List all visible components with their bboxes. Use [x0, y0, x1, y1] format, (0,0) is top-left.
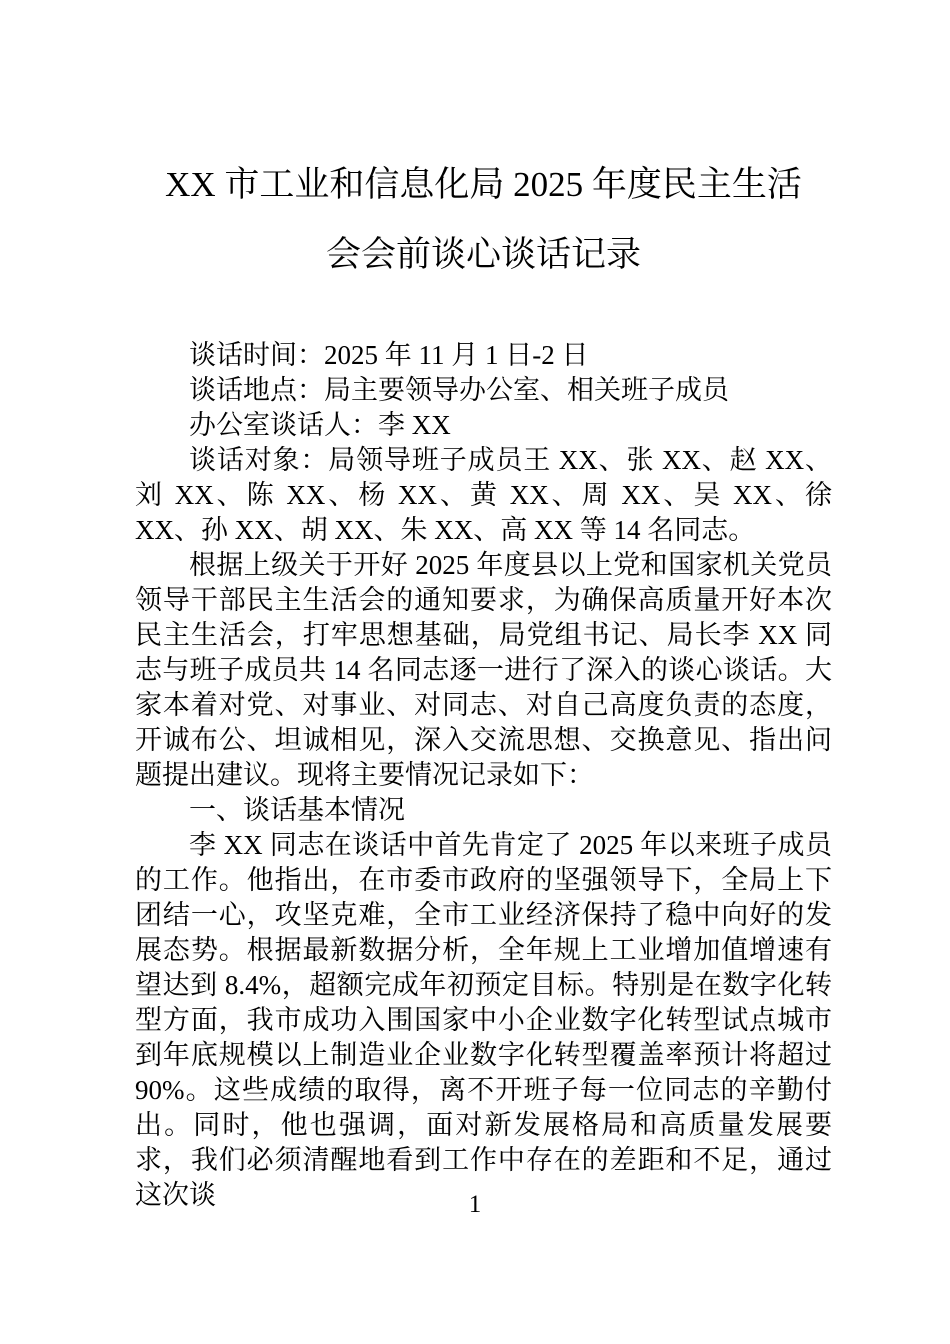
- title-line-2: 会会前谈心谈话记录: [325, 235, 641, 274]
- document-body: [135, 338, 832, 1213]
- paragraph-talk-targets: 谈话对象：局领导班子成员王 XX、张 XX、赵 XX、刘 XX、陈 XX、杨 XX、黄 XX、周 XX、吴 XX、徐 XX、孙 XX、胡 XX、朱 XX、高 XX 等 14 名同志。: [135, 445, 832, 545]
- paragraph-talk-host: 办公室谈话人：李 XX: [189, 410, 451, 440]
- document-title: [135, 150, 832, 290]
- paragraph-section-one-content: 李 XX 同志在谈话中首先肯定了 2025 年以来班子成员的工作。他指出，在市委市政府的坚强领导下，全局上下团结一心，攻坚克难，全市工业经济保持了稳中向好的发展态势。根据最新数据分析，全年规上工业增加值增速有望达到 8.4%，超额完成年初预定目标。特别是在数字化转型方面，我市成功入围国家中小企业数字化转型试点城市到年底规模以上制造业企业数字化转型覆盖率预计将超过 90%。这些成绩的取得，离不开班子每一位同志的辛勤付出。同时，他也强调，面对新发展格局和高质量发展要求，我们必须清醒地看到工作中存在的差距和不足，通过这次谈: [135, 830, 832, 1210]
- title-line-1: XX 市工业和信息化局 2025 年度民主生活: [165, 165, 802, 204]
- page-number: 1: [468, 1191, 482, 1218]
- paragraph-talk-time: 谈话时间：2025 年 11 月 1 日-2 日: [189, 340, 589, 370]
- paragraph-intro: 根据上级关于开好 2025 年度县以上党和国家机关党员领导干部民主生活会的通知要求，为确保高质量开好本次民主生活会，打牢思想基础，局党组书记、局长李 XX 同志与班子成员共 14 名同志逐一进行了深入的谈心谈话。大家本着对党、对事业、对同志、对自己高度负责的态度，开诚布公、坦诚相见，深入交流思想、交换意见、指出问题提出建议。现将主要情况记录如下：: [135, 550, 832, 790]
- paragraph-talk-location: 谈话地点：局主要领导办公室、相关班子成员: [189, 375, 729, 405]
- section-heading-basic-situation: 一、谈话基本情况: [189, 795, 405, 825]
